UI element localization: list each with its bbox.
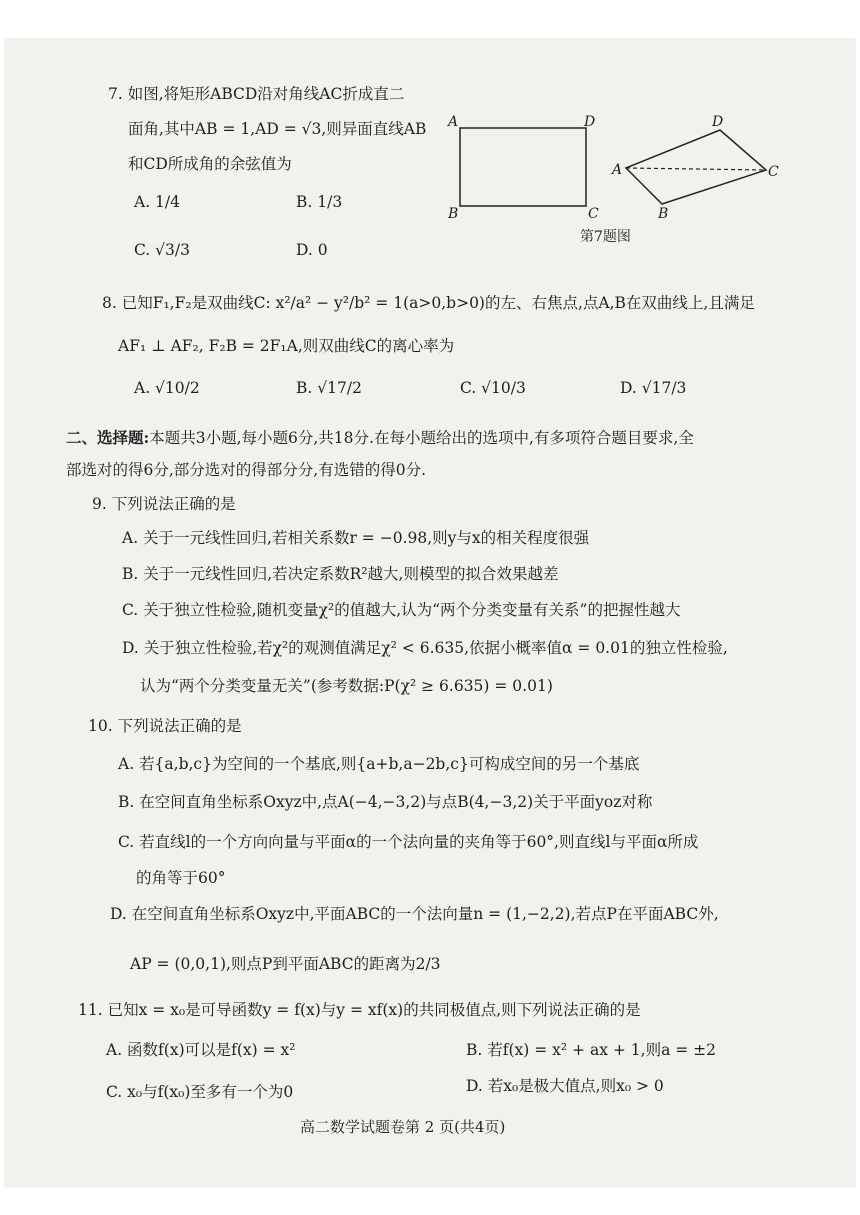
q10-option-d-line2: AP = (0,0,1),则点P到平面ABC的距离为2/3 — [130, 955, 441, 973]
folded-shape — [626, 130, 766, 204]
fold-label-a: A — [612, 162, 623, 178]
q7-option-b: B. 1/3 — [296, 193, 343, 211]
q9-option-c: C. 关于独立性检验,随机变量χ²的值越大,认为“两个分类变量有关系”的把握性越大 — [122, 601, 681, 619]
fold-label-b: B — [658, 206, 669, 222]
q8-option-d: D. √17/3 — [620, 379, 687, 397]
q10-option-d-line1: D. 在空间直角坐标系Oxyz中,平面ABC的一个法向量n = (1,−2,2),若点P在平面ABC外, — [110, 905, 719, 923]
q7-figure-caption: 第7题图 — [580, 229, 631, 245]
q10-stem: 10. 下列说法正确的是 — [88, 717, 242, 735]
q8-option-b: B. √17/2 — [296, 379, 362, 397]
q8-stem-line1: 8. 已知F₁,F₂是双曲线C: x²/a² − y²/b² = 1(a>0,b>0)的左、右焦点,点A,B在双曲线上,且满足 — [102, 294, 755, 312]
q7-option-d: D. 0 — [296, 241, 328, 259]
section2-title: 二、选择题: — [66, 428, 150, 447]
q7-stem-line2: 面角,其中AB = 1,AD = √3,则异面直线AB — [128, 120, 427, 138]
q11-stem: 11. 已知x = x₀是可导函数y = f(x)与y = xf(x)的共同极值点,则下列说法正确的是 — [78, 1001, 641, 1019]
q9-stem: 9. 下列说法正确的是 — [92, 495, 236, 513]
fig-label-a: A — [448, 114, 459, 130]
diagonal-ac — [626, 168, 766, 170]
q8-stem-line2: AF₁ ⊥ AF₂, F₂B = 2F₁A,则双曲线C的离心率为 — [118, 337, 455, 355]
q7-option-a: A. 1/4 — [134, 193, 180, 211]
fig-label-c: C — [588, 206, 599, 222]
q7-stem-line3: 和CD所成角的余弦值为 — [128, 155, 292, 173]
fig-label-d: D — [584, 114, 596, 130]
q7-stem-line1: 7. 如图,将矩形ABCD沿对角线AC折成直二 — [108, 85, 405, 103]
q11-option-c: C. x₀与f(x₀)至多有一个为0 — [106, 1083, 294, 1101]
q10-option-b: B. 在空间直角坐标系Oxyz中,点A(−4,−3,2)与点B(4,−3,2)关于平面yoz对称 — [118, 793, 653, 811]
q9-option-d-line2: 认为“两个分类变量无关”(参考数据:P(χ² ≥ 6.635) = 0.01) — [140, 677, 553, 695]
q11-option-a: A. 函数f(x)可以是f(x) = x² — [106, 1041, 296, 1059]
q7-option-c: C. √3/3 — [134, 241, 190, 259]
section2-line1 — [66, 428, 694, 448]
q11-option-d: D. 若x₀是极大值点,则x₀ > 0 — [466, 1077, 664, 1095]
q10-option-c-line1: C. 若直线l的一个方向向量与平面α的一个法向量的夹角等于60°,则直线l与平面α所成 — [118, 833, 699, 851]
q9-option-b: B. 关于一元线性回归,若决定系数R²越大,则模型的拟合效果越差 — [122, 565, 559, 583]
q8-option-c: C. √10/3 — [460, 379, 526, 397]
section2-line2: 部选对的得6分,部分选对的得部分分,有选错的得0分. — [66, 461, 427, 479]
q9-option-a: A. 关于一元线性回归,若相关系数r = −0.98,则y与x的相关程度很强 — [122, 529, 590, 547]
section2-instructions: 本题共3小题,每小题6分,共18分.在每小题给出的选项中,有多项符合题目要求,全 — [149, 429, 694, 447]
q10-option-c-line2: 的角等于60° — [136, 869, 226, 887]
fold-label-c: C — [768, 164, 779, 180]
rectangle-abcd — [460, 128, 586, 206]
q10-option-a: A. 若{a,b,c}为空间的一个基底,则{a+b,a−2b,c}可构成空间的另一个基底 — [118, 755, 640, 773]
q9-option-d-line1: D. 关于独立性检验,若χ²的观测值满足χ² < 6.635,依据小概率值α = 0.01的独立性检验, — [122, 639, 728, 657]
q11-option-b: B. 若f(x) = x² + ax + 1,则a = ±2 — [466, 1041, 716, 1059]
fig-label-b: B — [448, 206, 459, 222]
q8-option-a: A. √10/2 — [134, 379, 200, 397]
page-footer: 高二数学试题卷第 2 页(共4页) — [300, 1118, 506, 1136]
fold-label-d: D — [712, 114, 724, 130]
